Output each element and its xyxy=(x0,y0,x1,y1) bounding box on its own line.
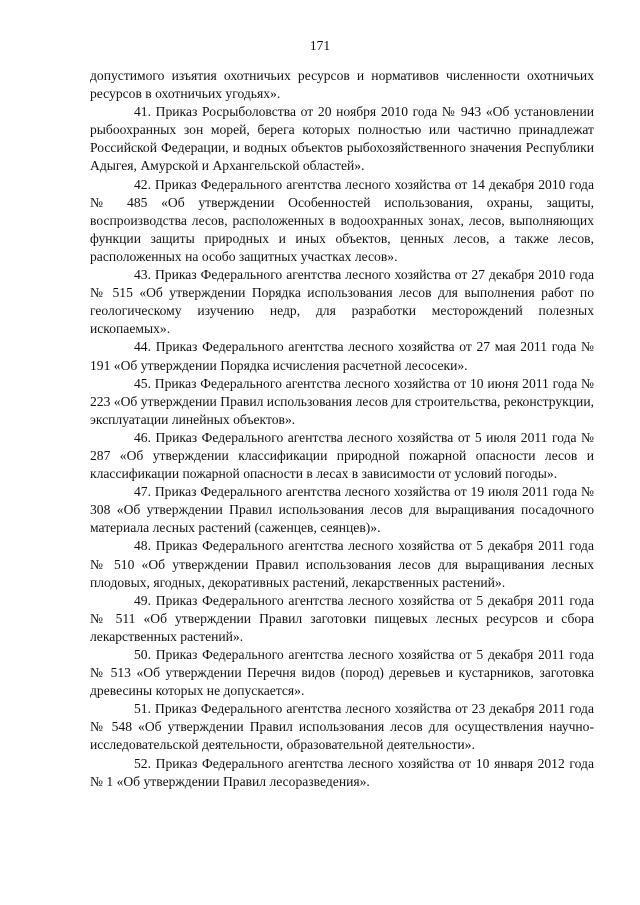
list-item-42: 42. Приказ Федерального агентства лесного хозяйства от 14 декабря 2010 года № 485 «Об утверждении Особенностей использования, охраны, защиты, воспроизводства лесов, расположенных в водоохранных зонах, лесов, выполняющих функции защиты природных и иных объектов, ценных лесов, а также лесов, расположенных на особо защитных участках лесов». xyxy=(90,176,594,264)
list-item-43: 43. Приказ Федерального агентства лесного хозяйства от 27 декабря 2010 года № 515 «Об утверждении Порядка использования лесов для выполнения работ по геологическому изучению недр, для разработки месторождений полезных ископаемых». xyxy=(90,267,594,337)
page-number: 171 xyxy=(309,38,331,53)
paragraph-continuation: допустимого изъятия охотничьих ресурсов и нормативов численности охотничьих ресурсов в охотничьих угодьях». xyxy=(90,68,594,102)
list-item-45: 45. Приказ Федерального агентства лесного хозяйства от 10 июня 2011 года № 223 «Об утверждении Правил использования лесов для строительства, реконструкции, эксплуатации линейных объектов». xyxy=(90,375,594,427)
list-item-48: 48. Приказ Федерального агентства лесного хозяйства от 5 декабря 2011 года № 510 «Об утверждении Правил использования лесов для выращивания лесных плодовых, ягодных, декоративных растений, лекарственных растений». xyxy=(90,538,594,590)
list-item-50: 50. Приказ Федерального агентства лесного хозяйства от 5 декабря 2011 года № 513 «Об утверждении Перечня видов (пород) деревьев и кустарников, заготовка древесины которых не допускается». xyxy=(90,647,594,699)
list-item-49: 49. Приказ Федерального агентства лесного хозяйства от 5 декабря 2011 года № 511 «Об утверждении Правил заготовки пищевых лесных ресурсов и сбора лекарственных растений». xyxy=(90,592,594,644)
list-item-46: 46. Приказ Федерального агентства лесного хозяйства от 5 июля 2011 года № 287 «Об утверждении классификации природной пожарной опасности лесов и классификации пожарной опасности в лесах в зависимости от условий погоды». xyxy=(90,429,594,482)
list-item-47: 47. Приказ Федерального агентства лесного хозяйства от 19 июля 2011 года № 308 «Об утверждении Правил использования лесов для выращивания посадочного материала лесных растений (саженцев, сеянцев)». xyxy=(90,484,594,536)
list-item-51: 51. Приказ Федерального агентства лесного хозяйства от 23 декабря 2011 года № 548 «Об утверждении Правил использования лесов для осуществления научно-исследовательской деятельности, образовательной деятельности». xyxy=(90,701,594,753)
list-item-41: 41. Приказ Росрыболовства от 20 ноября 2010 года № 943 «Об установлении рыбоохранных зон морей, берега которых полностью или частично принадлежат Российской Федерации, и водных объектов рыбохозяйственного значения Республики Адыгея, Амурской и Архангельской областей». xyxy=(90,104,594,174)
list-item-52: 52. Приказ Федерального агентства лесного хозяйства от 10 января 2012 года № 1 «Об утверждении Правил лесоразведения». xyxy=(90,755,594,789)
list-item-44: 44. Приказ Федерального агентства лесного хозяйства от 27 мая 2011 года № 191 «Об утверждении Порядка исчисления расчетной лесосеки». xyxy=(90,339,594,373)
document-body xyxy=(90,67,594,791)
